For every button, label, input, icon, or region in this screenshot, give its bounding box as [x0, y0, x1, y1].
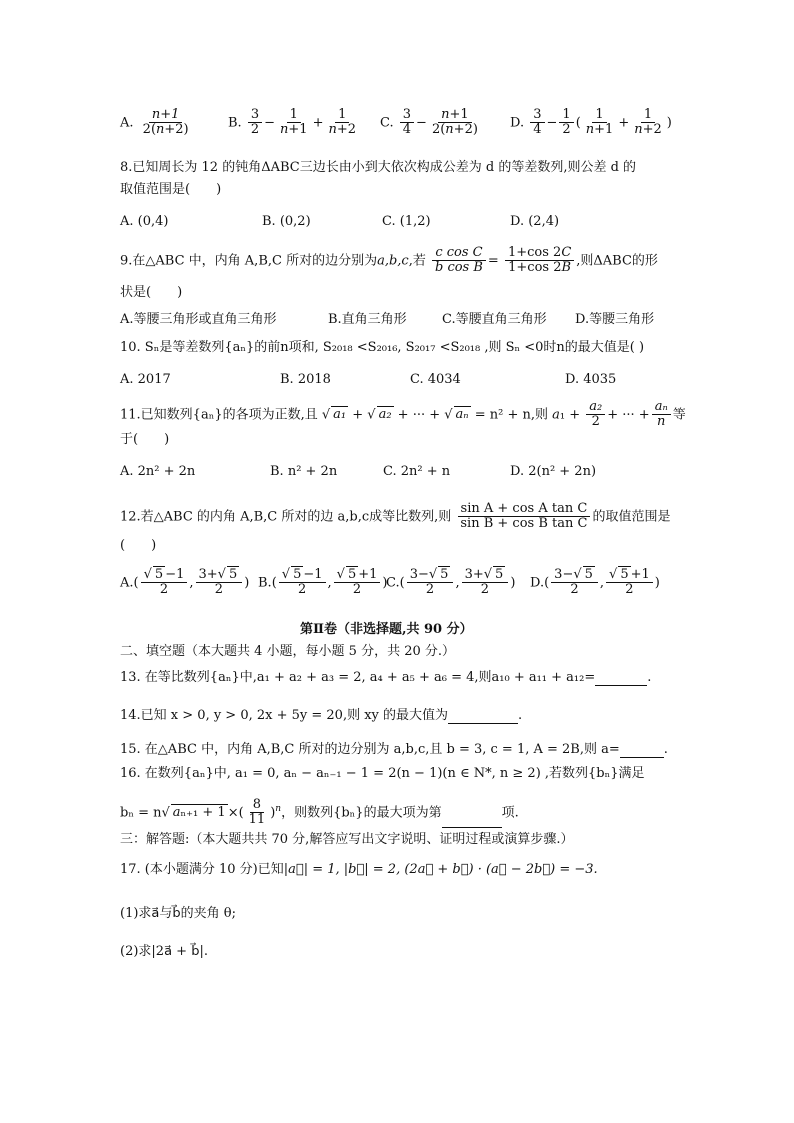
q11-option-b: B. n² + 2n [270, 464, 338, 479]
part3-heading: 三：解答题:（本大题共共 70 分,解答应写出文字说明、证明过程或演算步骤.） [120, 832, 574, 847]
q14: 14.已知 x > 0, y > 0, 2x + 5y = 20,则 xy 的最大值为 . [120, 708, 523, 723]
q11-option-c: C. 2n² + n [383, 464, 451, 479]
q9-option-c: C.等腰直角三角形 [442, 312, 547, 327]
q15-answer-blank[interactable] [620, 745, 664, 758]
q7-option-b: B. $\frac{3}{2}$ − $\frac{1}{n+1}$ + $\frac{1}{n+2}$ [228, 107, 357, 138]
q8-option-a: A. (0,4) [120, 214, 169, 229]
q12-stem-line1: 12.若△ABC 的内角 A,B,C 所对的边 a,b,c成等比数列,则 $\frac{\text{sin A + cos A tan C}}{\text{sin B + cos B tan C}}$ 的取值范围是 [120, 501, 671, 532]
q17-stem: 17. (本小题满分 10 分)已知|a⃗| = 1, |b⃗| = 2, (2a⃗ + b⃗) · (a⃗ − 2b⃗) = −3. [120, 862, 598, 877]
q12-stem-line2: ( ) [120, 538, 157, 553]
q11-stem-line1: 11.已知数列{aₙ}的各项为正数,且 √ a₁ + √ a₂ + ··· + √ aₙ = n² + n,则 a₁ + $\frac{\text{a₂}}{2}$ + ··· + $\frac{\text{aₙ}}{n}$ 等 [120, 399, 686, 430]
q14-answer-blank[interactable] [448, 711, 518, 724]
q17-part2: (2)求|2a⃗ + b⃗|. [120, 944, 208, 959]
q7-option-a: A. $\frac{n+1}{2(n+2)}$ [120, 107, 189, 138]
q10-option-b: B. 2018 [280, 372, 331, 387]
q10-option-a: A. 2017 [120, 372, 171, 387]
q13: 13. 在等比数列{aₙ}中,a₁ + a₂ + a₃ = 2, a₄ + a₅ + a₆ = 4,则a₁₀ + a₁₁ + a₁₂= . [120, 670, 652, 685]
q11-stem-line2: 于( ) [120, 432, 170, 447]
q9-option-b: B.直角三角形 [328, 312, 407, 327]
part2-title: 第Ⅱ卷（非选择题,共 90 分） [300, 622, 473, 637]
q12-option-d: D.( $\frac{3-√ 5}{2}$ , $\frac{√ 5 +1}{2}$ ) [530, 567, 660, 598]
q10-option-c: C. 4034 [410, 372, 461, 387]
q15: 15. 在△ABC 中，内角 A,B,C 所对的边分别为 a,b,c,且 b = 3, c = 1, A = 2B,则 a= . [120, 742, 668, 757]
q11-option-a: A. 2n² + 2n [120, 464, 196, 479]
q11-option-d: D. 2(n² + 2n) [510, 464, 597, 479]
q8-option-d: D. (2,4) [510, 214, 560, 229]
q16-line2: bₙ = n√ aₙ₊₁ + 1 ×( $\frac{8}{11}$ )$^n$，则数列{bₙ}的最大项为第 项. [120, 797, 519, 828]
q9-option-d: D.等腰三角形 [575, 312, 655, 327]
q10-stem: 10. Sₙ是等差数列{aₙ}的前n项和, S₂₀₁₈ <S₂₀₁₆, S₂₀₁₇ <S₂₀₁₈ ,则 Sₙ <0时n的最大值是( ) [120, 340, 645, 355]
q16-answer-blank[interactable] [442, 815, 502, 828]
q12-option-b: B.( $\frac{√ 5 -1}{2}$ , $\frac{√ 5 +1}{2}$ ) [258, 567, 388, 598]
q12-option-a: A.( $\frac{√ 5 -1}{2}$ , $\frac{3+√ 5}{2}$ ) [120, 567, 250, 598]
q8-stem-line2: 取值范围是( ) [120, 182, 222, 197]
q9-stem-line1: 9.在△ABC 中，内角 A,B,C 所对的边分别为a,b,c,若 $\frac{\text{c cos C}}{\text{b cos B}}$ = $\frac{1+\cos 2C}{1+\cos 2B}$ ,则ΔABC的形 [120, 245, 658, 276]
q17-part1: (1)求a⃗与b⃗的夹角 θ; [120, 906, 236, 921]
q7-option-d: D. $\frac{3}{4}$ − $\frac{1}{2}$ ( $\frac{1}{n+1}$ + $\frac{1}{n+2}$ ) [510, 107, 672, 138]
q8-option-b: B. (0,2) [262, 214, 311, 229]
q9-option-a: A.等腰三角形或直角三角形 [120, 312, 277, 327]
q16-line1: 16. 在数列{aₙ}中, a₁ = 0, aₙ − aₙ₋₁ − 1 = 2(n − 1)(n ∈ N*, n ≥ 2) ,若数列{bₙ}满足 [120, 766, 645, 781]
q7-option-c: C. $\frac{3}{4}$ − $\frac{n+1}{2(n+2)}$ [380, 107, 478, 138]
q8-stem-line1: 8.已知周长为 12 的钝角ΔABC三边长由小到大依次构成公差为 d 的等差数列,则公差 d 的 [120, 160, 637, 175]
q10-option-d: D. 4035 [565, 372, 617, 387]
q12-option-c: C.( $\frac{3-√ 5}{2}$ , $\frac{3+√ 5}{2}$ ) [386, 567, 516, 598]
q9-stem-line2: 状是( ) [120, 285, 183, 300]
q8-option-c: C. (1,2) [382, 214, 431, 229]
fill-blank-heading: 二、填空题（本大题共 4 小题，每小题 5 分，共 20 分.） [120, 644, 456, 659]
q13-answer-blank[interactable] [595, 673, 647, 686]
